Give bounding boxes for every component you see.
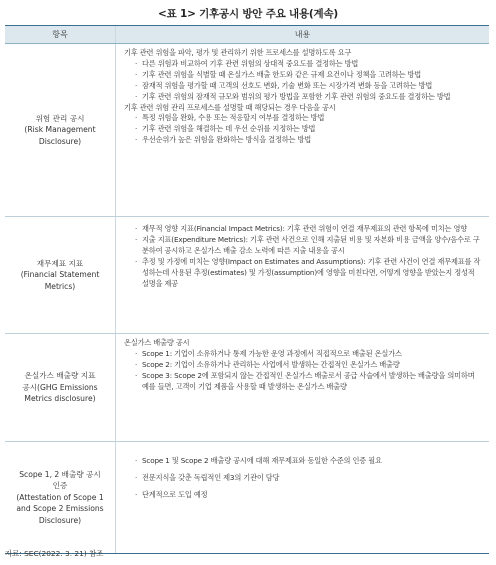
bullet-item: · 우선순위가 높은 위험을 완화하는 방식을 결정하는 방법	[124, 135, 483, 146]
row-label-line: (Attestation of Scope 1	[16, 492, 104, 502]
table-body	[5, 44, 489, 554]
row-content	[115, 442, 489, 553]
row-content	[115, 334, 489, 441]
row-content	[115, 217, 489, 333]
row-label	[5, 217, 115, 333]
row-label-line: and Scope 2 Emissions	[16, 504, 104, 514]
table-header	[5, 25, 489, 44]
row-label	[5, 334, 115, 441]
table-row	[5, 442, 489, 554]
content-paragraph: 온실가스 배출량 공시	[124, 338, 190, 347]
table-title: <표 1> 기후공시 방안 주요 내용(계속)	[157, 8, 339, 20]
bullet-item: · 다른 위험과 비교하여 기후 관련 위험의 상대적 중요도를 결정하는 방법	[124, 59, 483, 70]
bullet-item: · Scope 1: 기업이 소유하거나 통제 가능한 운영 과정에서 직접적으로 배출된 온실가스	[124, 349, 483, 360]
bullet-item: · 기후 관련 위험을 식별할 때 온실가스 배출 한도와 같은 규제 요건이나 정책을 고려하는 방법	[124, 70, 483, 81]
row-label-line: 인증	[52, 481, 68, 491]
row-label-line: 재무제표 지표	[36, 258, 84, 268]
row-label-line: Metrics)	[44, 281, 76, 291]
row-label-line: (Risk Management	[24, 125, 96, 135]
bullet-item: · Scope 3: Scope 2에 포함되지 않는 간접적인 온실가스 배출로서 공급 사슬에서 발생하는 배출량을 의미하며 예를 들면, 고객이 기업 제품을 사용할 때 발생하는 온실가스 배출량	[124, 371, 483, 393]
content-paragraph: 기후 관련 위험 관리 프로세스를 설명할 때 해당되는 경우 다음을 공시	[124, 102, 336, 112]
row-label-line: Disclosure)	[38, 136, 82, 146]
row-label-line: 위험 관리 공시	[35, 113, 85, 123]
bullet-item: · 전문지식을 갖춘 독립적인 제3의 기관이 담당	[124, 473, 483, 484]
disclosure-table	[5, 25, 489, 554]
row-label-line: Metrics disclosure)	[24, 394, 96, 404]
row-content	[115, 44, 489, 216]
bullet-item: · 잠재적 위험을 평가할 때 고객의 선호도 변화, 기술 변화 또는 시장가격 변화 등을 고려하는 방법	[124, 81, 483, 92]
bullet-item: · 기후 관련 위험을 해결하는 데 우선 순위를 지정하는 방법	[124, 124, 483, 135]
table-row	[5, 44, 489, 217]
bullet-item: · 단계적으로 도입 예정	[124, 490, 483, 501]
row-label-line: (Financial Statement	[20, 270, 100, 280]
bullet-item: · 지출 지표(Expenditure Metrics): 기후 관련 사건으로 인해 지출된 비용 및 자본화 비용 금액을 양수/음수로 구분하여 공시하고 온실가스 배출 감소 노력에 따른 지출 내용을 공시	[124, 235, 483, 257]
source-note: 자료: SEC(2022. 3. 21) 참조	[5, 549, 104, 558]
bullet-item: · Scope 1 및 Scope 2 배출량 공시에 대해 재무제표와 동일한 수준의 인증 필요	[124, 456, 483, 467]
bullet-item: · 특정 위험을 완화, 수용 또는 적응할지 여부를 결정하는 방법	[124, 113, 483, 124]
row-label	[5, 44, 115, 216]
table-row	[5, 217, 489, 334]
header-item: 항목	[52, 30, 68, 39]
content-paragraph: 기후 관련 위험을 파악, 평가 및 관리하기 위한 프로세스를 설명하도록 요구	[124, 48, 352, 57]
bullet-item: · Scope 2: 기업이 소유하거나 관리하는 사업에서 발생하는 간접적인 온실가스 배출량	[124, 360, 483, 371]
row-label-line: 공시(GHG Emissions	[22, 382, 98, 392]
table-row	[5, 334, 489, 442]
row-label-line: Disclosure)	[38, 515, 82, 525]
bullet-item: · 추정 및 가정에 미치는 영향(Impact on Estimates and Assumptions): 기후 관련 사건이 연결 재무제표를 작성하는데 사용된 추정(estimates) 및 가정(assumption)에 영향을 미친다면, 어떻게 영향을 받았는지 정성적 설명을 제공	[124, 257, 483, 290]
bullet-item: · 기후 관련 위험의 잠재적 규모와 범위의 평가 방법을 포함한 기후 관련 위험의 중요도를 결정하는 방법	[124, 92, 483, 103]
row-label-line: 온실가스 배출량 지표	[24, 371, 96, 381]
header-content: 내용	[115, 26, 489, 43]
bullet-item: · 재무적 영향 지표(Financial Impact Metrics): 기후 관련 위험이 연결 재무제표의 관련 항목에 미치는 영향	[124, 224, 483, 235]
row-label	[5, 442, 115, 553]
row-label-line: Scope 1, 2 배출량 공시	[19, 469, 101, 479]
